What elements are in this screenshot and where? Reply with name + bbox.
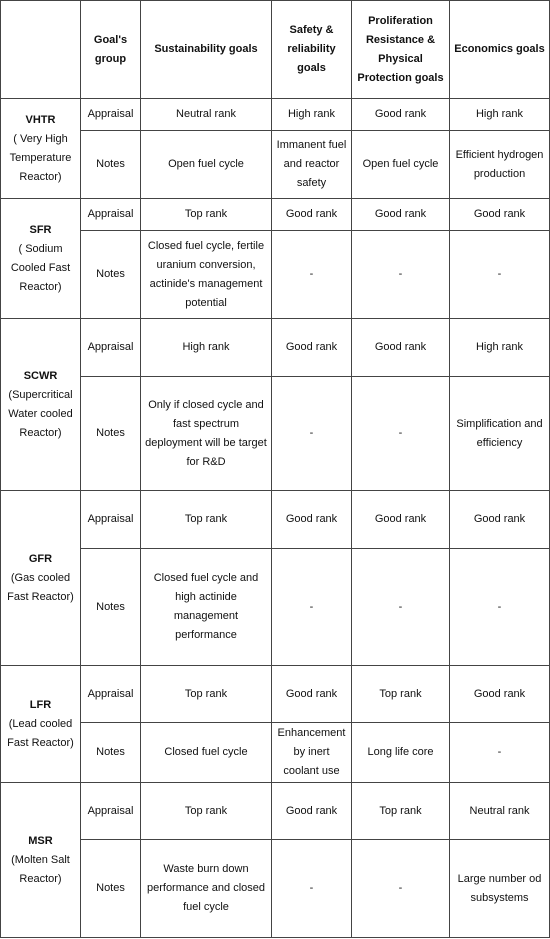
notes-safety: - (272, 549, 352, 666)
table-row (1, 231, 550, 319)
table-row (1, 99, 550, 131)
table-row (1, 377, 550, 491)
notes-economics: - (450, 231, 550, 319)
notes-label: Notes (81, 377, 141, 491)
table-row (1, 491, 550, 549)
notes-sustainability: Closed fuel cycle and high actinide management performance (141, 549, 272, 666)
reactor-name: (Supercritical Water cooled Reactor) (8, 388, 73, 439)
appraisal-economics: Good rank (450, 491, 550, 549)
appraisal-proliferation: Good rank (352, 99, 450, 131)
appraisal-proliferation: Top rank (352, 783, 450, 840)
notes-label: Notes (81, 131, 141, 199)
notes-safety: - (272, 231, 352, 319)
appraisal-proliferation: Good rank (352, 319, 450, 377)
appraisal-label: Appraisal (81, 319, 141, 377)
appraisal-label: Appraisal (81, 666, 141, 723)
appraisal-sustainability: Top rank (141, 783, 272, 840)
appraisal-economics: High rank (450, 99, 550, 131)
appraisal-proliferation: Good rank (352, 491, 450, 549)
appraisal-sustainability: High rank (141, 319, 272, 377)
appraisal-economics: Good rank (450, 199, 550, 231)
appraisal-proliferation: Top rank (352, 666, 450, 723)
appraisal-safety: Good rank (272, 199, 352, 231)
notes-safety: Enhancement by inert coolant use (272, 723, 352, 783)
notes-proliferation: Open fuel cycle (352, 131, 450, 199)
appraisal-safety: Good rank (272, 666, 352, 723)
reactor-code: SFR (29, 223, 52, 236)
notes-safety: - (272, 840, 352, 938)
reactor-name: ( Sodium Cooled Fast Reactor) (10, 242, 71, 293)
table-row (1, 319, 550, 377)
notes-economics: - (450, 549, 550, 666)
notes-proliferation: - (352, 231, 450, 319)
appraisal-proliferation: Good rank (352, 199, 450, 231)
table-row (1, 840, 550, 938)
appraisal-sustainability: Neutral rank (141, 99, 272, 131)
notes-economics: - (450, 723, 550, 783)
reactor-code: LFR (29, 698, 52, 711)
appraisal-safety: High rank (272, 99, 352, 131)
notes-economics: Efficient hydrogen production (450, 131, 550, 199)
notes-safety: Immanent fuel and reactor safety (272, 131, 352, 199)
appraisal-economics: Good rank (450, 666, 550, 723)
notes-label: Notes (81, 231, 141, 319)
appraisal-sustainability: Top rank (141, 199, 272, 231)
notes-sustainability: Only if closed cycle and fast spectrum deployment will be target for R&D (141, 377, 272, 491)
reactor-name: (Lead cooled Fast Reactor) (7, 717, 74, 749)
reactor-code: VHTR (25, 113, 56, 126)
appraisal-label: Appraisal (81, 99, 141, 131)
notes-economics: Large number od subsystems (450, 840, 550, 938)
table-row (1, 199, 550, 231)
table-row (1, 666, 550, 723)
appraisal-economics: High rank (450, 319, 550, 377)
reactor-cell (1, 783, 81, 938)
reactor-cell (1, 491, 81, 666)
notes-label: Notes (81, 549, 141, 666)
notes-proliferation: - (352, 377, 450, 491)
appraisal-safety: Good rank (272, 783, 352, 840)
notes-sustainability: Open fuel cycle (141, 131, 272, 199)
notes-proliferation: Long life core (352, 723, 450, 783)
notes-sustainability: Closed fuel cycle (141, 723, 272, 783)
table-row (1, 783, 550, 840)
reactor-cell (1, 99, 81, 199)
appraisal-label: Appraisal (81, 199, 141, 231)
header-sustainability: Sustainability goals (141, 1, 272, 99)
table-row (1, 131, 550, 199)
appraisal-label: Appraisal (81, 783, 141, 840)
appraisal-economics: Neutral rank (450, 783, 550, 840)
header-row (1, 1, 550, 99)
appraisal-sustainability: Top rank (141, 666, 272, 723)
notes-label: Notes (81, 723, 141, 783)
notes-label: Notes (81, 840, 141, 938)
reactor-cell (1, 319, 81, 491)
table-row (1, 723, 550, 783)
notes-sustainability: Closed fuel cycle, fertile uranium conversion, actinide's management potential (141, 231, 272, 319)
notes-proliferation: - (352, 549, 450, 666)
header-economics: Economics goals (450, 1, 550, 99)
reactor-code: GFR (28, 552, 53, 565)
appraisal-safety: Good rank (272, 319, 352, 377)
reactor-code: SCWR (23, 369, 58, 382)
appraisal-label: Appraisal (81, 491, 141, 549)
reactor-cell (1, 199, 81, 319)
table-row (1, 549, 550, 666)
notes-sustainability: Waste burn down performance and closed fuel cycle (141, 840, 272, 938)
corner-cell (1, 1, 81, 99)
notes-economics: Simplification and efficiency (450, 377, 550, 491)
reactor-name: (Gas cooled Fast Reactor) (7, 571, 74, 603)
notes-proliferation: - (352, 840, 450, 938)
appraisal-safety: Good rank (272, 491, 352, 549)
header-proliferation: Proliferation Resistance & Physical Protection goals (352, 1, 450, 99)
reactor-cell (1, 666, 81, 783)
notes-safety: - (272, 377, 352, 491)
reactor-name: ( Very High Temperature Reactor) (9, 132, 72, 183)
header-safety: Safety & reliability goals (272, 1, 352, 99)
header-goals-group: Goal's group (81, 1, 141, 99)
appraisal-sustainability: Top rank (141, 491, 272, 549)
reactor-code: MSR (28, 834, 53, 847)
reactor-name: (Molten Salt Reactor) (11, 853, 70, 885)
